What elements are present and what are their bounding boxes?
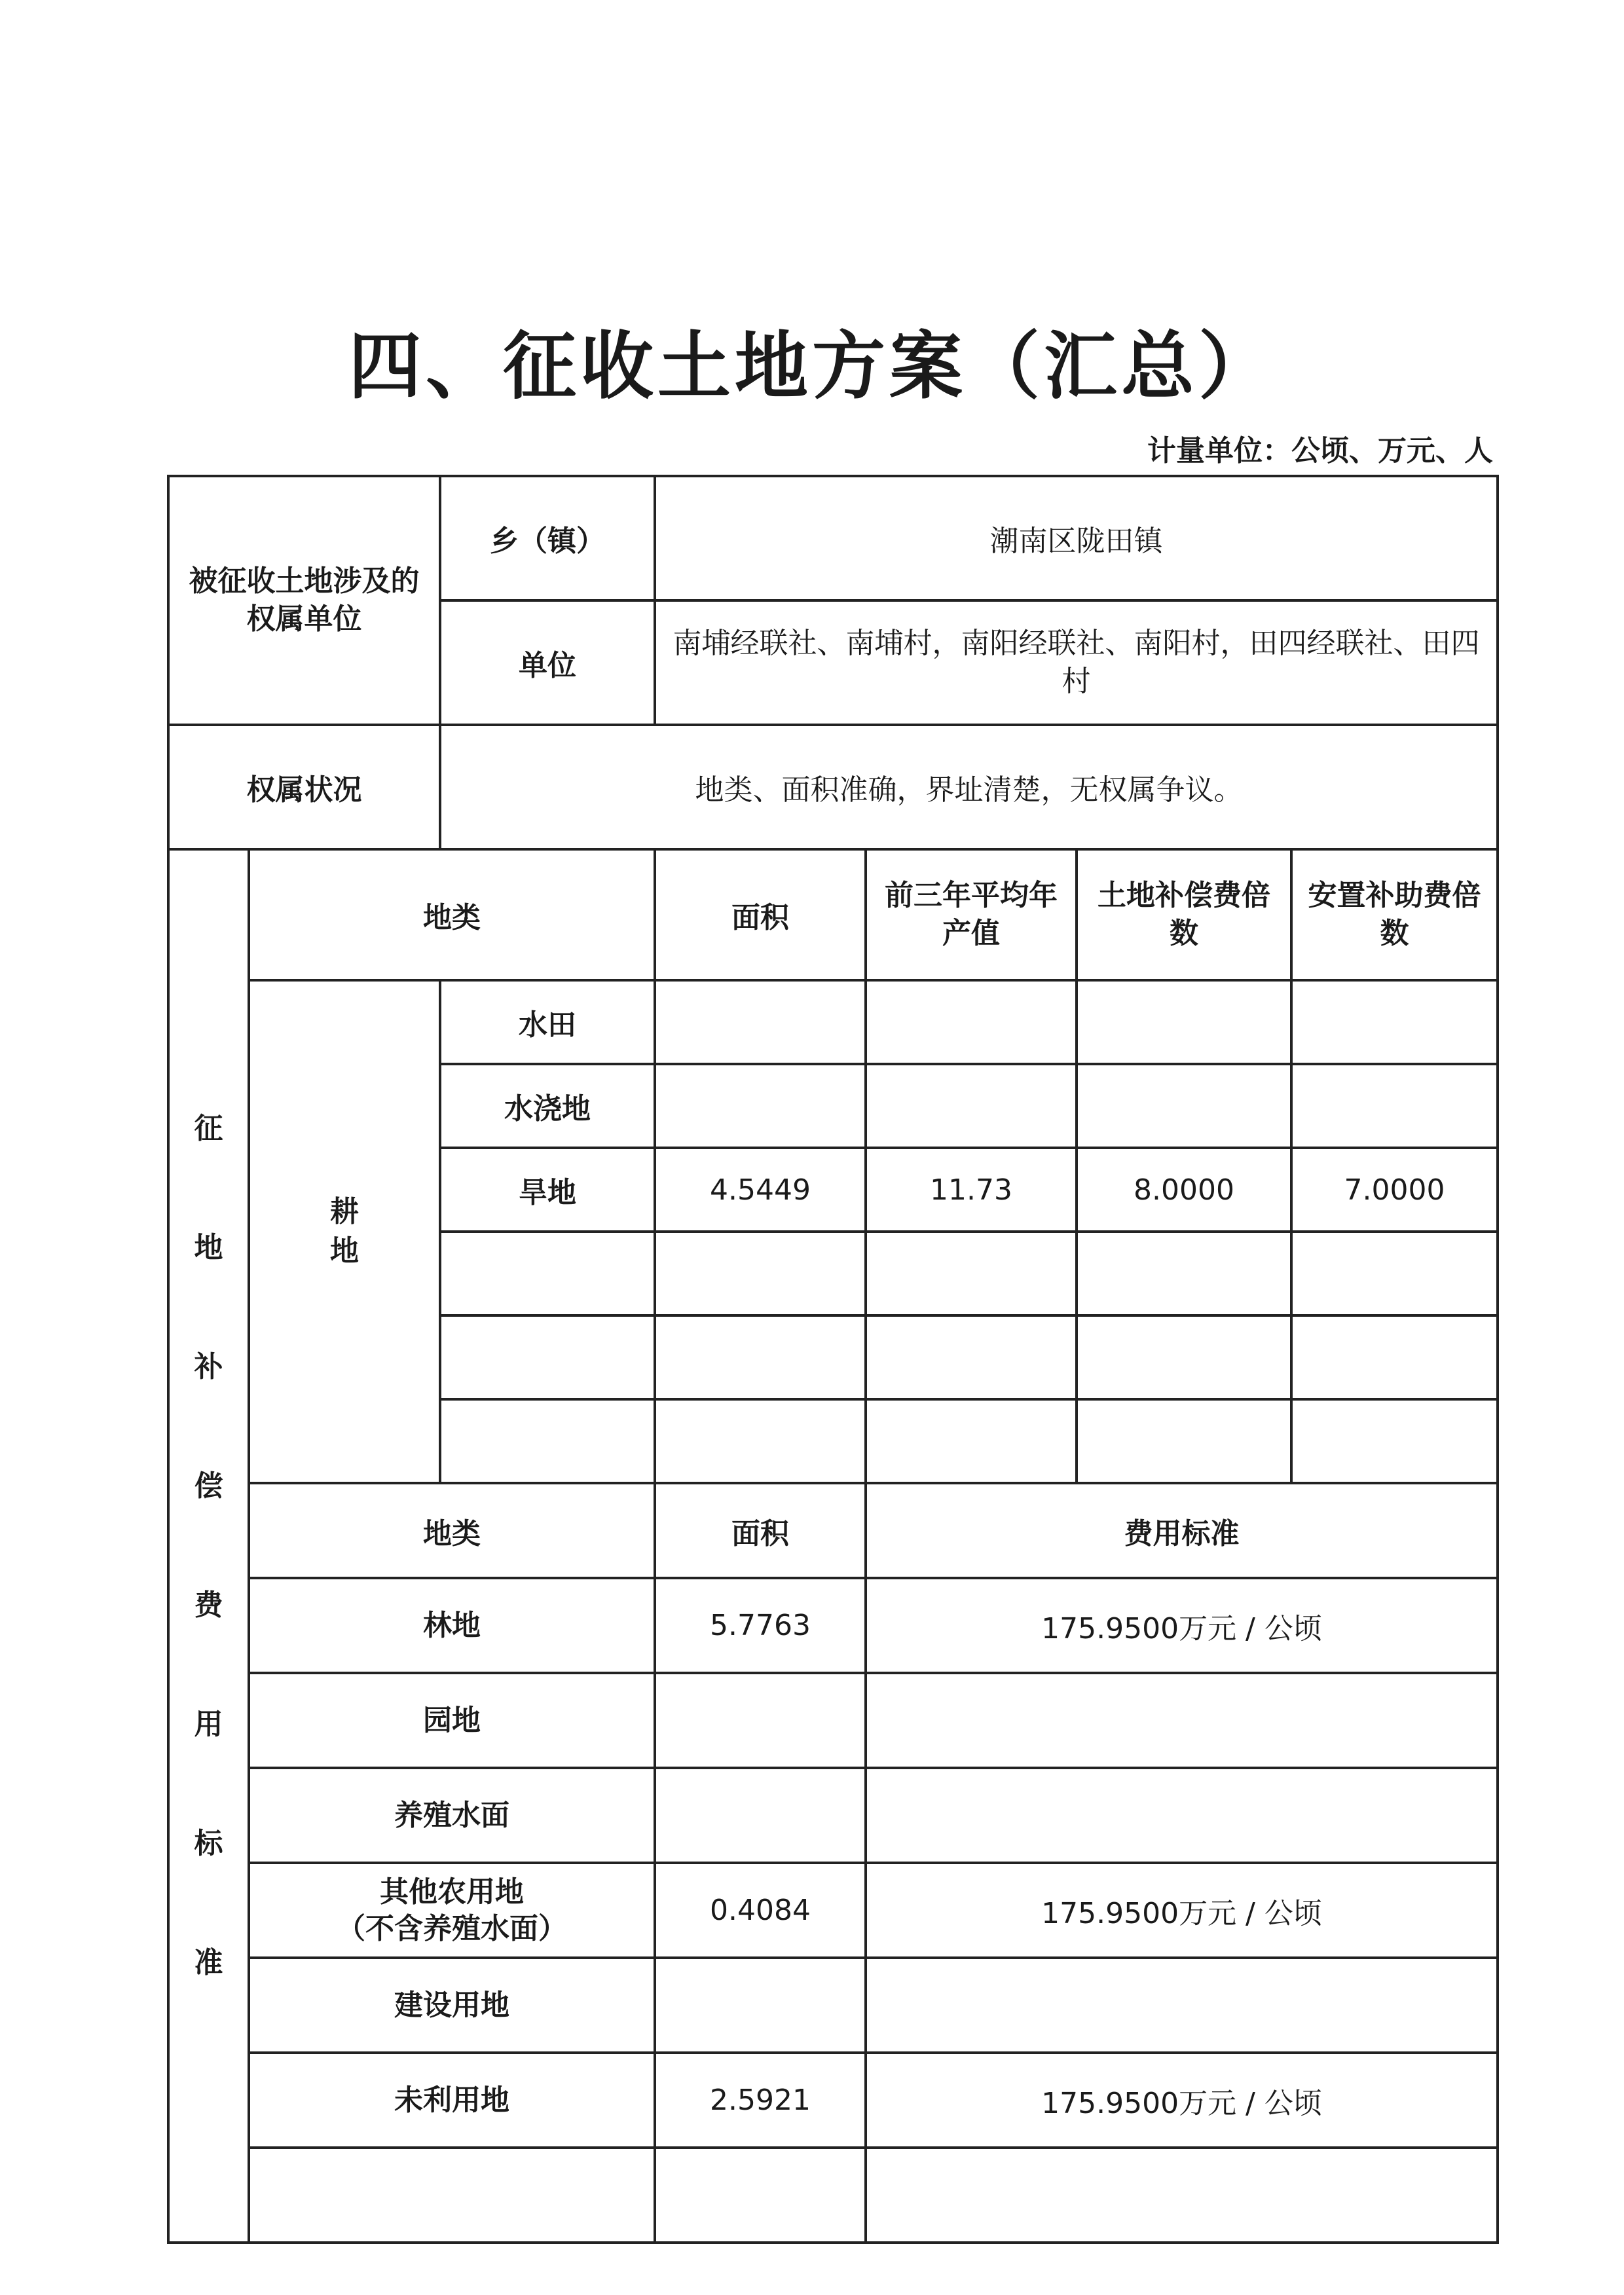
other-land-standard (866, 1768, 1498, 1863)
cultivated-land-comp (1077, 1232, 1291, 1315)
area-header: 面积 (655, 849, 866, 980)
cultivated-resettle (1291, 1315, 1498, 1399)
cultivated-land-comp (1077, 1064, 1291, 1148)
ownership-town-row (168, 476, 1498, 600)
cultivated-type (440, 1399, 655, 1483)
other-land-standard (866, 2148, 1498, 2243)
ownership-header-cell (168, 476, 440, 725)
town-label: 乡（镇） (440, 476, 655, 600)
page-title: 四、征收土地方案（汇总） (348, 324, 1276, 409)
cultivated-avg-output (866, 1232, 1077, 1315)
other-land-type: 林地 (249, 1578, 655, 1673)
status-label: 权属状况 (168, 725, 440, 849)
cultivated-land-label: 耕 地 (249, 980, 440, 1483)
fee-standard-header: 费用标准 (866, 1483, 1498, 1578)
other-land-row (168, 1578, 1498, 1673)
unit-value: 南埔经联社、南埔村，南阳经联社、南阳村，田四经联社、田四村 (655, 600, 1498, 725)
cultivated-resettle (1291, 1064, 1498, 1148)
ownership-header-line2: 权属单位 (246, 602, 362, 636)
other-land-row (168, 2053, 1498, 2148)
cultivated-avg-output (866, 1315, 1077, 1399)
other-land-area (655, 2148, 866, 2243)
avg-output-header: 前三年平均年 产值 (866, 849, 1077, 980)
ownership-header-line1: 被征收土地涉及的 (189, 564, 420, 598)
other-land-type: 养殖水面 (249, 1768, 655, 1863)
cultivated-avg-output (866, 1399, 1077, 1483)
cultivated-area (655, 1064, 866, 1148)
resettle-header: 安置补助费倍 数 (1291, 849, 1498, 980)
cultivated-area: 4.5449 (655, 1148, 866, 1232)
other-land-area: 2.5921 (655, 2053, 866, 2148)
cultivated-avg-output (866, 980, 1077, 1064)
cultivated-type: 水浇地 (440, 1064, 655, 1148)
other-land-row (168, 1958, 1498, 2053)
other-land-type-header: 地类 (249, 1483, 655, 1578)
land-type-header: 地类 (249, 849, 655, 980)
other-land-area (655, 1958, 866, 2053)
other-land-standard (866, 1673, 1498, 1768)
other-land-type: 其他农用地 （不含养殖水面） (249, 1863, 655, 1958)
cultivated-area (655, 1232, 866, 1315)
other-land-standard: 175.9500万元 / 公顷 (866, 1863, 1498, 1958)
cultivated-type (440, 1315, 655, 1399)
cultivated-type (440, 1232, 655, 1315)
measurement-unit-label: 计量单位：公顷、万元、人 (1147, 434, 1493, 468)
cultivated-row (168, 980, 1498, 1064)
other-land-standard: 175.9500万元 / 公顷 (866, 1578, 1498, 1673)
cultivated-land-comp (1077, 1399, 1291, 1483)
other-land-standard (866, 1958, 1498, 2053)
cultivated-land-comp: 8.0000 (1077, 1148, 1291, 1232)
other-land-area: 0.4084 (655, 1863, 866, 1958)
compensation-side-label: 征 地 补 偿 费 用 标 准 (168, 849, 249, 2243)
other-land-row (168, 1863, 1498, 1958)
status-value: 地类、面积准确，界址清楚，无权属争议。 (440, 725, 1498, 849)
cultivated-area (655, 1315, 866, 1399)
unit-label: 单位 (440, 600, 655, 725)
cultivated-resettle (1291, 1399, 1498, 1483)
other-land-row (168, 1673, 1498, 1768)
other-area-header: 面积 (655, 1483, 866, 1578)
other-land-row (168, 2148, 1498, 2243)
other-land-type: 建设用地 (249, 1958, 655, 2053)
other-land-standard: 175.9500万元 / 公顷 (866, 2053, 1498, 2148)
cultivated-resettle (1291, 1232, 1498, 1315)
cultivated-type: 旱地 (440, 1148, 655, 1232)
other-land-area (655, 1768, 866, 1863)
cultivated-land-comp (1077, 1315, 1291, 1399)
cultivated-avg-output: 11.73 (866, 1148, 1077, 1232)
other-land-type: 园地 (249, 1673, 655, 1768)
cultivated-resettle (1291, 980, 1498, 1064)
land-comp-header: 土地补偿费倍 数 (1077, 849, 1291, 980)
other-land-area: 5.7763 (655, 1578, 866, 1673)
cultivated-area (655, 1399, 866, 1483)
cultivated-type: 水田 (440, 980, 655, 1064)
ownership-status-row (168, 725, 1498, 849)
cultivated-resettle: 7.0000 (1291, 1148, 1498, 1232)
cultivated-avg-output (866, 1064, 1077, 1148)
land-acquisition-table (167, 475, 1499, 2244)
cultivated-land-comp (1077, 980, 1291, 1064)
other-land-header-row (168, 1483, 1498, 1578)
other-land-type: 未利用地 (249, 2053, 655, 2148)
other-land-row (168, 1768, 1498, 1863)
cultivated-area (655, 980, 866, 1064)
other-land-area (655, 1673, 866, 1768)
compensation-header-row (168, 849, 1498, 980)
other-land-type (249, 2148, 655, 2243)
town-value: 潮南区陇田镇 (655, 476, 1498, 600)
